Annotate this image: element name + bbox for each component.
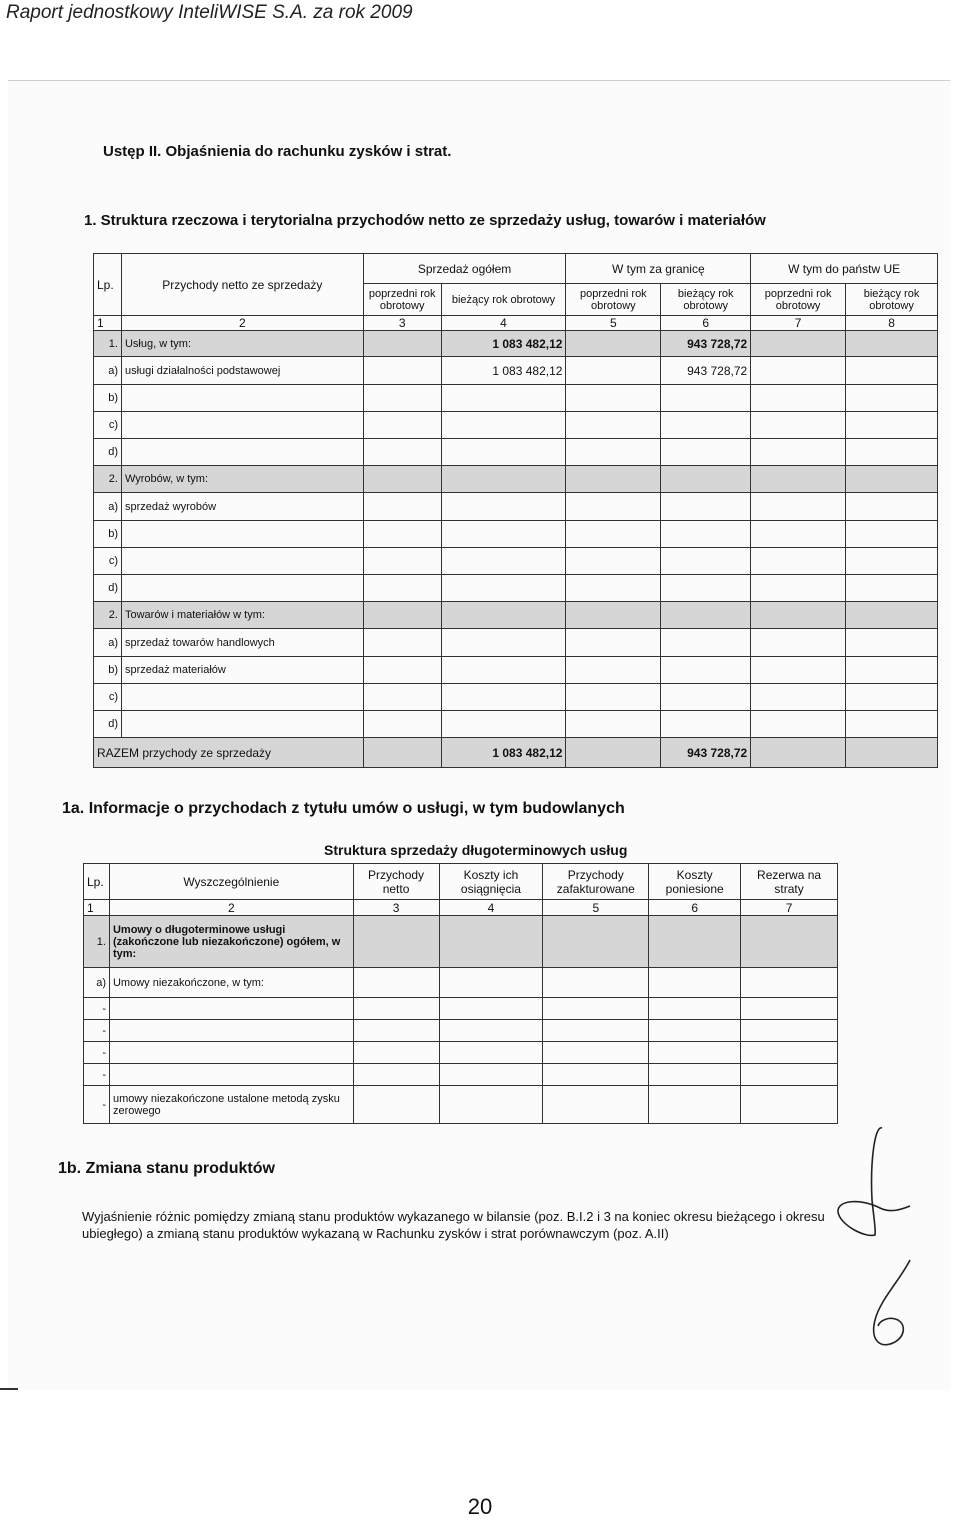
header-invoiced: Przychody zafakturowane <box>543 864 649 900</box>
table-row <box>94 493 938 521</box>
row-lp: c) <box>94 684 122 711</box>
row-desc: Umowy niezakończone, w tym: <box>109 968 353 998</box>
table-row <box>84 1042 838 1064</box>
header-curr-year: bieżący rok obrotowy <box>661 284 751 316</box>
row-lp: a) <box>94 357 122 385</box>
column-number: 1 <box>94 316 122 331</box>
column-number: 3 <box>353 900 439 916</box>
table-row <box>84 1086 838 1124</box>
row-lp: d) <box>94 711 122 738</box>
table-row <box>94 657 938 684</box>
signature-mark <box>820 1120 920 1360</box>
header-curr-year: bieżący rok obrotowy <box>846 284 938 316</box>
row-desc: usługi działalności podstawowej <box>121 357 363 385</box>
row-desc: umowy niezakończone ustalone metodą zysku zerowego <box>109 1086 353 1124</box>
row-desc: Usług, w tym: <box>121 331 363 357</box>
s1a-title: 1a. Informacje o przychodach z tytułu umów o usługi, w tym budowlanych <box>62 800 625 817</box>
row-lp: a) <box>94 493 122 521</box>
row-dash: - <box>84 998 110 1020</box>
row-lp: 2. <box>94 602 122 629</box>
header-costs-incurred: Koszty poniesione <box>649 864 741 900</box>
row-desc: Wyrobów, w tym: <box>121 466 363 493</box>
column-number: 6 <box>661 316 751 331</box>
revenue-structure-table <box>93 253 938 768</box>
table-row <box>94 439 938 466</box>
column-number: 4 <box>439 900 543 916</box>
long-term-contracts-table <box>83 863 838 1124</box>
column-number: 5 <box>543 900 649 916</box>
table-row <box>84 968 838 998</box>
row-dash: - <box>84 1020 110 1042</box>
header-lp: Lp. <box>84 864 110 900</box>
s1a-subtitle: Struktura sprzedaży długoterminowych usług <box>324 842 628 858</box>
page-number: 20 <box>467 1494 493 1519</box>
row-lp: a) <box>84 968 110 998</box>
row-dash: - <box>84 1064 110 1086</box>
total-row <box>94 738 938 768</box>
row-desc: sprzedaż materiałów <box>121 657 363 684</box>
row-lp: 2. <box>94 466 122 493</box>
column-number: 8 <box>846 316 938 331</box>
header-description: Wyszczególnienie <box>109 864 353 900</box>
row-lp: d) <box>94 439 122 466</box>
row-desc: Towarów i materiałów w tym: <box>121 602 363 629</box>
total-value: 1 083 482,12 <box>441 738 566 768</box>
column-number: 1 <box>84 900 110 916</box>
report-header: Raport jednostkowy InteliWISE S.A. za rok 2009 <box>6 2 413 23</box>
column-number: 4 <box>441 316 566 331</box>
row-lp: 1. <box>84 916 110 968</box>
table-row <box>84 1064 838 1086</box>
column-number: 3 <box>363 316 441 331</box>
cell-value: 1 083 482,12 <box>441 357 566 385</box>
s1-title: 1. Struktura rzeczowa i terytorialna przychodów netto ze sprzedaży usług, towarów i materiałów <box>84 212 766 229</box>
s1b-text: Wyjaśnienie różnic pomiędzy zmianą stanu produktów wykazanego w bilansie (poz. B.I.2 i 3 na koniec okresu bieżącego i okresu ubiegłego) a zmianą stanu produktów wykazaną w Rachunku zysków i strat porównawczym (poz. A.II) <box>82 1209 825 1241</box>
cell-value: 943 728,72 <box>661 357 751 385</box>
header-loss-reserve: Rezerwa na straty <box>741 864 838 900</box>
row-lp: b) <box>94 657 122 684</box>
column-number: 7 <box>741 900 838 916</box>
table-row <box>94 385 938 412</box>
column-number: 5 <box>566 316 661 331</box>
table-row <box>84 998 838 1020</box>
total-value: 943 728,72 <box>661 738 751 768</box>
row-dash: - <box>84 1086 110 1124</box>
table-row <box>94 548 938 575</box>
header-prev-year: poprzedni rok obrotowy <box>363 284 441 316</box>
row-lp: c) <box>94 548 122 575</box>
s1b-title: 1b. Zmiana stanu produktów <box>58 1160 275 1177</box>
header-prev-year: poprzedni rok obrotowy <box>566 284 661 316</box>
row-desc: Umowy o długoterminowe usługi (zakończone lub niezakończone) ogółem, w tym: <box>109 916 353 968</box>
row-dash: - <box>84 1042 110 1064</box>
total-label: RAZEM przychody ze sprzedaży <box>94 738 364 768</box>
header-total-sales: Sprzedaż ogółem <box>363 254 566 284</box>
table-row <box>94 357 938 385</box>
row-desc: sprzedaż wyrobów <box>121 493 363 521</box>
column-number: 7 <box>751 316 846 331</box>
table-row <box>94 412 938 439</box>
header-net-revenue: Przychody netto <box>353 864 439 900</box>
header-costs: Koszty ich osiągnięcia <box>439 864 543 900</box>
header-prev-year: poprzedni rok obrotowy <box>751 284 846 316</box>
scan-edge <box>0 1388 18 1390</box>
row-lp: 1. <box>94 331 122 357</box>
header-lp: Lp. <box>94 254 122 316</box>
header-eu: W tym do państw UE <box>751 254 938 284</box>
column-number: 2 <box>109 900 353 916</box>
header-curr-year: bieżący rok obrotowy <box>441 284 566 316</box>
cell-value: 1 083 482,12 <box>441 331 566 357</box>
row-lp: d) <box>94 575 122 602</box>
row-lp: b) <box>94 385 122 412</box>
section-title: Ustęp II. Objaśnienia do rachunku zysków i strat. <box>103 143 452 160</box>
column-number: 6 <box>649 900 741 916</box>
row-lp: a) <box>94 629 122 657</box>
row-desc: sprzedaż towarów handlowych <box>121 629 363 657</box>
table-row <box>94 521 938 548</box>
table-row <box>84 916 838 968</box>
row-lp: c) <box>94 412 122 439</box>
table-row <box>94 602 938 629</box>
table-row <box>94 466 938 493</box>
table-row <box>94 711 938 738</box>
cell-value: 943 728,72 <box>661 331 751 357</box>
row-lp: b) <box>94 521 122 548</box>
table-row <box>94 575 938 602</box>
table-row <box>94 331 938 357</box>
table-row <box>94 684 938 711</box>
column-number: 2 <box>121 316 363 331</box>
header-abroad: W tym za granicę <box>566 254 751 284</box>
table-row <box>84 1020 838 1042</box>
table-row <box>94 629 938 657</box>
header-description: Przychody netto ze sprzedaży <box>121 254 363 316</box>
